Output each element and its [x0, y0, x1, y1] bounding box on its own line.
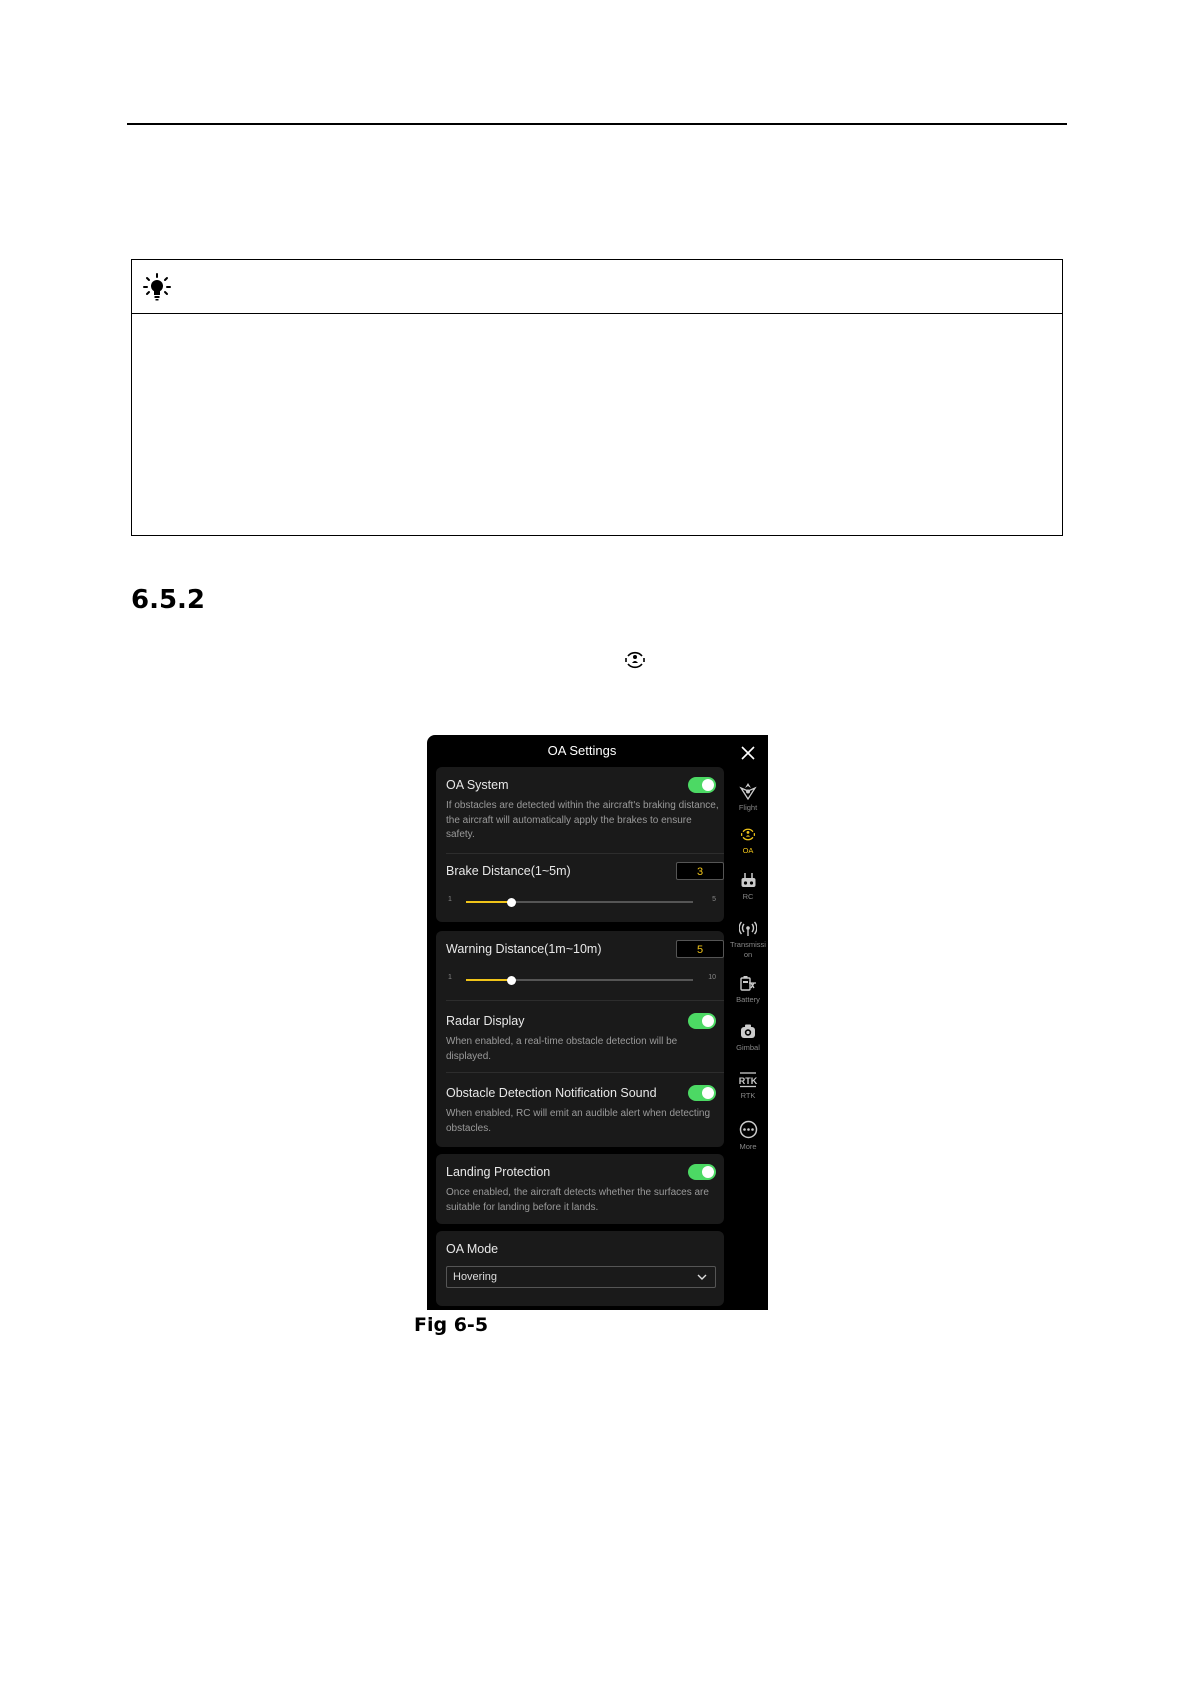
- nav-label-flight: Flight: [738, 803, 758, 812]
- radar-display-toggle[interactable]: [688, 1013, 716, 1029]
- brake-distance-input[interactable]: 3: [676, 862, 724, 880]
- nav-label-oa: OA: [742, 846, 754, 855]
- warning-distance-slider[interactable]: [446, 973, 716, 987]
- figure-caption: Fig 6-5: [414, 1314, 489, 1336]
- oa-mode-select[interactable]: [446, 1266, 716, 1288]
- nav-item-oa[interactable]: [730, 826, 766, 856]
- oa-system-description: If obstacles are detected within the aircraft's braking distance, the aircraft will automatically apply the brakes to ensure safety.: [446, 800, 719, 840]
- oa-icon: [739, 826, 757, 843]
- oa-system-label: OA System: [446, 778, 509, 792]
- header-rule: [127, 123, 1067, 125]
- obstacle-sound-description: When enabled, RC will emit an audible alert when detecting obstacles.: [446, 1108, 711, 1134]
- lightbulb-icon: [142, 272, 172, 302]
- oa-icon: [623, 648, 647, 672]
- radar-display-description: When enabled, a real-time obstacle detection will be displayed.: [446, 1036, 678, 1062]
- nav-label-transmission: Transmission: [730, 940, 766, 959]
- tip-header: [132, 260, 1062, 314]
- brake-distance-label: Brake Distance(1~5m): [446, 864, 571, 878]
- nav-item-battery[interactable]: [730, 975, 766, 1005]
- warning-distance-input[interactable]: 5: [676, 940, 724, 958]
- section-number: 6.5.2: [131, 585, 206, 615]
- landing-protection-toggle[interactable]: [688, 1164, 716, 1180]
- slider-thumb[interactable]: [507, 898, 516, 907]
- nav-label-more: More: [739, 1142, 757, 1151]
- nav-item-gimbal[interactable]: [730, 1023, 766, 1053]
- slider-min-label: 1: [448, 896, 452, 903]
- tip-box: [131, 259, 1063, 536]
- brake-distance-slider[interactable]: [446, 895, 716, 909]
- oa-system-toggle[interactable]: [688, 777, 716, 793]
- slider-thumb[interactable]: [507, 976, 516, 985]
- more-icon: [739, 1120, 758, 1139]
- slider-min-label: 1: [448, 974, 452, 981]
- warning-distance-label: Warning Distance(1m~10m): [446, 942, 602, 956]
- chevron-down-icon: [697, 1273, 707, 1281]
- obstacle-sound-toggle[interactable]: [688, 1085, 716, 1101]
- nav-item-rc[interactable]: [730, 872, 766, 902]
- oa-mode-label: OA Mode: [446, 1242, 499, 1256]
- oa-settings-panel: [427, 735, 768, 1310]
- nav-label-rtk: RTK: [740, 1091, 756, 1100]
- battery-icon: [739, 975, 757, 992]
- divider: [446, 1072, 724, 1073]
- landing-protection-label: Landing Protection: [446, 1165, 551, 1179]
- transmission-icon: [739, 921, 757, 937]
- landing-protection-description: Once enabled, the aircraft detects whether the surfaces are suitable for landing before it lands.: [446, 1187, 709, 1213]
- svg-text:RTK: RTK: [738, 1076, 758, 1086]
- divider: [446, 1000, 724, 1001]
- oa-mode-value: Hovering: [453, 1271, 498, 1283]
- obstacle-sound-label: Obstacle Detection Notification Sound: [446, 1086, 657, 1100]
- nav-item-transmission[interactable]: [730, 921, 766, 960]
- landing-protection-card: [436, 1154, 724, 1224]
- flight-icon: [738, 782, 758, 800]
- rc-icon: [740, 872, 757, 889]
- nav-item-flight[interactable]: [730, 782, 766, 813]
- nav-item-rtk[interactable]: [730, 1071, 766, 1101]
- nav-label-battery: Battery: [736, 995, 760, 1004]
- oa-mode-card: [436, 1231, 724, 1306]
- divider: [446, 853, 724, 854]
- gimbal-icon: [739, 1023, 757, 1040]
- slider-max-label: 5: [712, 896, 716, 903]
- warning-card: [436, 931, 724, 1147]
- radar-display-label: Radar Display: [446, 1014, 525, 1028]
- nav-item-more[interactable]: [730, 1120, 766, 1152]
- slider-max-label: 10: [708, 974, 716, 981]
- nav-label-gimbal: Gimbal: [736, 1043, 760, 1052]
- rtk-icon: [738, 1071, 758, 1088]
- oa-system-card: [436, 767, 724, 922]
- close-icon[interactable]: [740, 745, 756, 761]
- nav-label-rc: RC: [742, 892, 754, 901]
- panel-title: OA Settings: [547, 743, 617, 758]
